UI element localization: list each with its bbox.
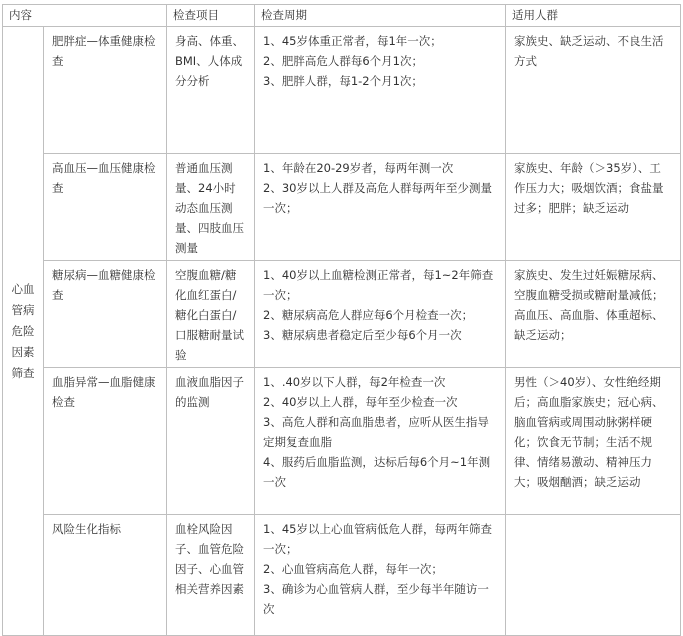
table-row <box>3 154 681 261</box>
table-row <box>3 368 681 515</box>
cycle-line: 2、心血管病高危人群，每年一次； <box>263 562 443 576</box>
cycle-line: 3、高危人群和高血脂患者，应听从医生指导定期复查血脂 <box>263 415 489 449</box>
header-row <box>3 5 681 27</box>
cycle-line: 1、40岁以上血糖检测正常者，每1~2年筛查一次； <box>263 268 494 302</box>
row-population: 家族史、年龄（＞35岁）、工作压力大；吸烟饮酒；食盐量过多；肥胖；缺乏运动 <box>506 154 681 261</box>
row-name: 肥胖症—体重健康检查 <box>44 27 167 154</box>
cycle-line: 1、年龄在20-29岁者，每两年测一次 <box>263 161 454 175</box>
row-name: 高血压—血压健康检查 <box>44 154 167 261</box>
header-content: 内容 <box>3 5 167 27</box>
header-check-items: 检查项目 <box>167 5 255 27</box>
row-population: 男性（＞40岁）、女性绝经期后；高血脂家族史；冠心病、脑血管病或周围动脉粥样硬化；饮食无节制；生活不规律、情绪易激动、精神压力大；吸烟酗酒；缺乏运动 <box>506 368 681 515</box>
cycle-line: 3、糖尿病患者稳定后至少每6个月一次 <box>263 328 462 342</box>
cycle-line: 1、.40岁以下人群，每2年检查一次 <box>263 375 446 389</box>
row-population: 家族史、缺乏运动、不良生活方式 <box>506 27 681 154</box>
row-cycle <box>255 515 506 636</box>
row-cycle <box>255 154 506 261</box>
cycle-line: 1、45岁体重正常者，每1年一次； <box>263 34 442 48</box>
row-items: 血栓风险因子、血管危险因子、心血管相关营养因素 <box>167 515 255 636</box>
header-applicable-population: 适用人群 <box>506 5 681 27</box>
header-check-cycle: 检查周期 <box>255 5 506 27</box>
cycle-line: 2、40岁以上人群，每年至少检查一次 <box>263 395 458 409</box>
cycle-line: 2、肥胖高危人群每6个月1次； <box>263 54 423 68</box>
row-name: 血脂异常—血脂健康检查 <box>44 368 167 515</box>
row-cycle <box>255 27 506 154</box>
table-row <box>3 261 681 368</box>
category-cell: 心血管病危险因素筛查 <box>3 27 44 636</box>
cycle-line: 3、确诊为心血管病人群，至少每半年随访一次 <box>263 582 489 616</box>
row-population <box>506 515 681 636</box>
cycle-line: 1、45岁以上心血管病低危人群，每两年筛查一次； <box>263 522 492 556</box>
row-cycle <box>255 261 506 368</box>
cycle-line: 4、服药后血脂监测，达标后每6个月~1年测一次 <box>263 455 491 489</box>
row-items: 普通血压测量、24小时动态血压测量、四肢血压测量 <box>167 154 255 261</box>
cycle-line: 3、肥胖人群，每1-2个月1次； <box>263 74 423 88</box>
row-items: 血液血脂因子的监测 <box>167 368 255 515</box>
cycle-line: 2、30岁以上人群及高危人群每两年至少测量一次； <box>263 181 492 215</box>
row-name: 糖尿病—血糖健康检查 <box>44 261 167 368</box>
table-row <box>3 515 681 636</box>
row-items: 空腹血糖/糖化血红蛋白/糖化白蛋白/口服糖耐量试验 <box>167 261 255 368</box>
screening-table <box>2 4 681 636</box>
cycle-line: 2、糖尿病高危人群应每6个月检查一次； <box>263 308 474 322</box>
table-row <box>3 27 681 154</box>
row-cycle <box>255 368 506 515</box>
row-name: 风险生化指标 <box>44 515 167 636</box>
row-items: 身高、体重、BMI、人体成分分析 <box>167 27 255 154</box>
row-population: 家族史、发生过妊娠糖尿病、空腹血糖受损或糖耐量减低；高血压、高血脂、体重超标、缺乏运动； <box>506 261 681 368</box>
